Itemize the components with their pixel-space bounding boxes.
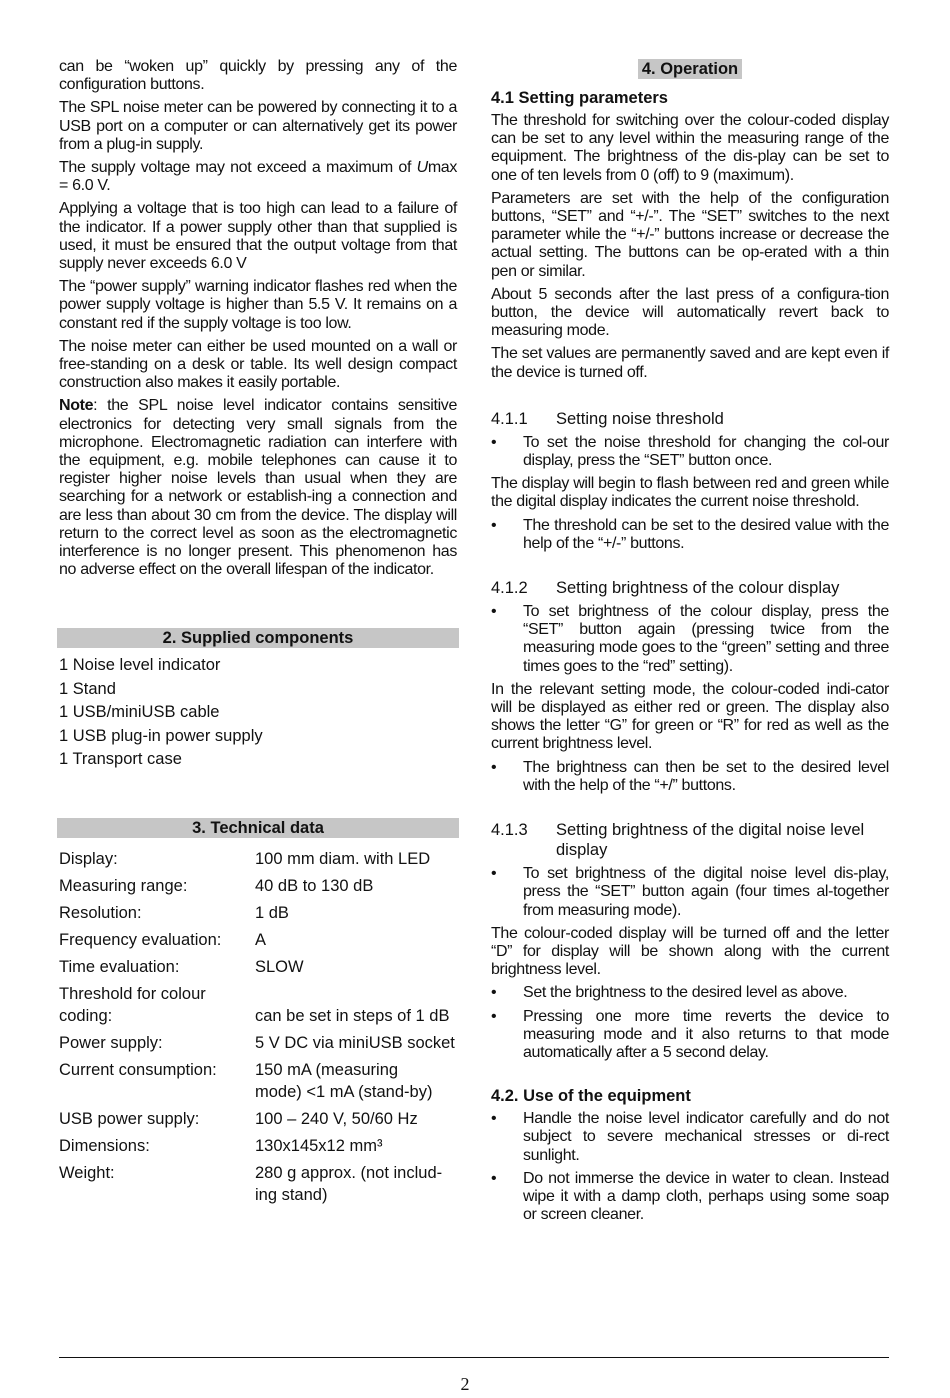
paragraph: The colour-coded display will be turned off and the letter “D” for display will be shown along with the current brightness level.	[491, 924, 889, 979]
table-row: USB power supply: 100 – 240 V, 50/60 Hz	[59, 1109, 418, 1128]
warning-indicator-paragraph: The “power supply” warning indicator flashes red when the power supply voltage is higher than 5.5 V. It remains on a constant red if the supply voltage is too low.	[59, 278, 457, 332]
table-row: Current consumption: 150 mA (measuring mode) <1 mA (stand-by)	[59, 1060, 433, 1101]
list-item: 1 Noise level indicator	[59, 656, 221, 675]
use-of-equipment-heading: 4.2. Use of the equipment	[491, 1087, 691, 1106]
list-item: 1 Transport case	[59, 750, 182, 769]
auto-revert-paragraph: About 5 seconds after the last press of a configura-tion button, the device will automatically revert back to measuring mode.	[491, 285, 889, 340]
threshold-paragraph: The threshold for switching over the colour-coded display can be set to any level within the measuring range of the equipment. The brightness of the dis-play can be set to one of ten levels from 0 (off) to 9 (maximum).	[491, 112, 889, 184]
table-row: Resolution: 1 dB	[59, 903, 289, 922]
paragraph: The display will begin to flash between red and green while the digital display indicates the current noise threshold.	[491, 475, 889, 511]
list-item: 1 Stand	[59, 679, 116, 698]
technical-data-heading: 3. Technical data	[57, 818, 459, 838]
list-item: • To set brightness of the colour display, press the “SET” button again (pressing twice from the measuring mode goes to the “green” setting and three times goes to the “red” setting).	[491, 603, 889, 675]
list-item: • Pressing one more time reverts the device to measuring mode and it also returns to that mode automatically after a 5 second delay.	[491, 1007, 889, 1061]
list-item: • The threshold can be set to the desired value with the help of the “+/-” buttons.	[491, 516, 889, 552]
setting-parameters-heading: 4.1 Setting parameters	[491, 89, 668, 107]
list-item: • Handle the noise level indicator carefully and do not subject to severe mechanical stresses or di-rect sunlight.	[491, 1110, 889, 1164]
intro-paragraph-1: can be “woken up” quickly by pressing any of the configuration buttons.	[59, 58, 457, 94]
note-label: Note	[59, 397, 94, 415]
footer-divider	[59, 1357, 889, 1358]
list-item: • To set brightness of the digital noise level dis-play, press the “SET” button again (four times al-together from measuring mode).	[491, 865, 889, 919]
subsection-heading-4-1-2: 4.1.2 Setting brightness of the colour display	[491, 579, 840, 598]
list-item: • The brightness can then be set to the desired level with the help of the “+/” buttons.	[491, 758, 889, 794]
paragraph: In the relevant setting mode, the colour-coded indi-cator will be displayed as either red or green. The display also shows the letter “G” for green or “R” for red as well as the current brightness level.	[491, 680, 889, 753]
technical-data-table	[59, 848, 457, 1206]
saved-values-paragraph: The set values are permanently saved and are kept even if the device is turned off.	[491, 345, 889, 381]
intro-paragraph-2: The SPL noise meter can be powered by connecting it to a USB port on a computer or can alternatively get its power from a plug-in supply.	[59, 99, 457, 153]
supplied-components-heading: 2. Supplied components	[57, 628, 459, 648]
list-item: 1 USB plug-in power supply	[59, 726, 263, 745]
table-row: Frequency evaluation: A	[59, 930, 267, 949]
table-row: Time evaluation: SLOW	[59, 957, 304, 976]
supplied-components-list	[59, 654, 457, 772]
table-row: Threshold for colour coding: can be set in steps of 1 dB	[59, 984, 450, 1025]
note-paragraph: Note: the SPL noise level indicator contains sensitive electronics for detecting very small signals from the microphone. Electromagnetic radiation can interfere with the equipment, e.g. mobile telephones can cause it to register higher noise levels than usual when they are searching for a network or establish-ing a connection and are less than about 30 cm from the device. The display will return to the correct level as soon as the electromagnetic interference is no longer present. This phenomenon has no adverse effect on the overall lifespan of the indicator.	[59, 397, 457, 579]
left-column	[59, 58, 457, 1211]
table-row: Display: 100 mm diam. with LED	[59, 849, 431, 868]
list-item: 1 USB/miniUSB cable	[59, 703, 220, 722]
overvoltage-paragraph: Applying a voltage that is too high can lead to a failure of the indicator. If a power supply other than that supplied is used, it must be ensured that the output voltage from that supply never exceeds 6.0 V	[59, 200, 457, 273]
list-item: • Do not immerse the device in water to clean. Instead wipe it with a damp cloth, perhaps using some soap or screen cleaner.	[491, 1169, 889, 1224]
list-item: • To set the noise threshold for changing the col-our display, press the “SET” button once.	[491, 433, 889, 470]
page-number: 2	[460, 1374, 470, 1394]
table-row: Measuring range: 40 dB to 130 dB	[59, 876, 374, 895]
right-column	[491, 58, 889, 1229]
configuration-buttons-paragraph: Parameters are set with the help of the configuration buttons, “SET” and “+/-”. The “SET” switches to the next parameter while the “+/-” buttons increase or decrease the actual setting. The buttons can be op-erated with a thin pen or similar.	[491, 189, 889, 280]
table-row: Weight: 280 g approx. (not includ-ing stand)	[59, 1163, 443, 1204]
operation-heading: 4. Operation	[491, 58, 889, 81]
subsection-heading-4-1-1: 4.1.1 Setting noise threshold	[491, 409, 724, 428]
list-item: • Set the brightness to the desired level as above.	[491, 984, 848, 1002]
table-row: Power supply: 5 V DC via miniUSB socket	[59, 1033, 455, 1052]
table-row: Dimensions: 130x145x12 mm³	[59, 1136, 383, 1155]
subsection-heading-4-1-3: 4.1.3 Setting brightness of the digital noise level display	[491, 821, 865, 860]
supply-voltage-paragraph: The supply voltage may not exceed a maximum of Umax = 6.0 V.	[59, 159, 457, 195]
voltage-symbol: U	[416, 159, 428, 177]
mounting-paragraph: The noise meter can either be used mounted on a wall or free-standing on a desk or table. Its well design compact construction also makes it easily portable.	[59, 337, 457, 392]
